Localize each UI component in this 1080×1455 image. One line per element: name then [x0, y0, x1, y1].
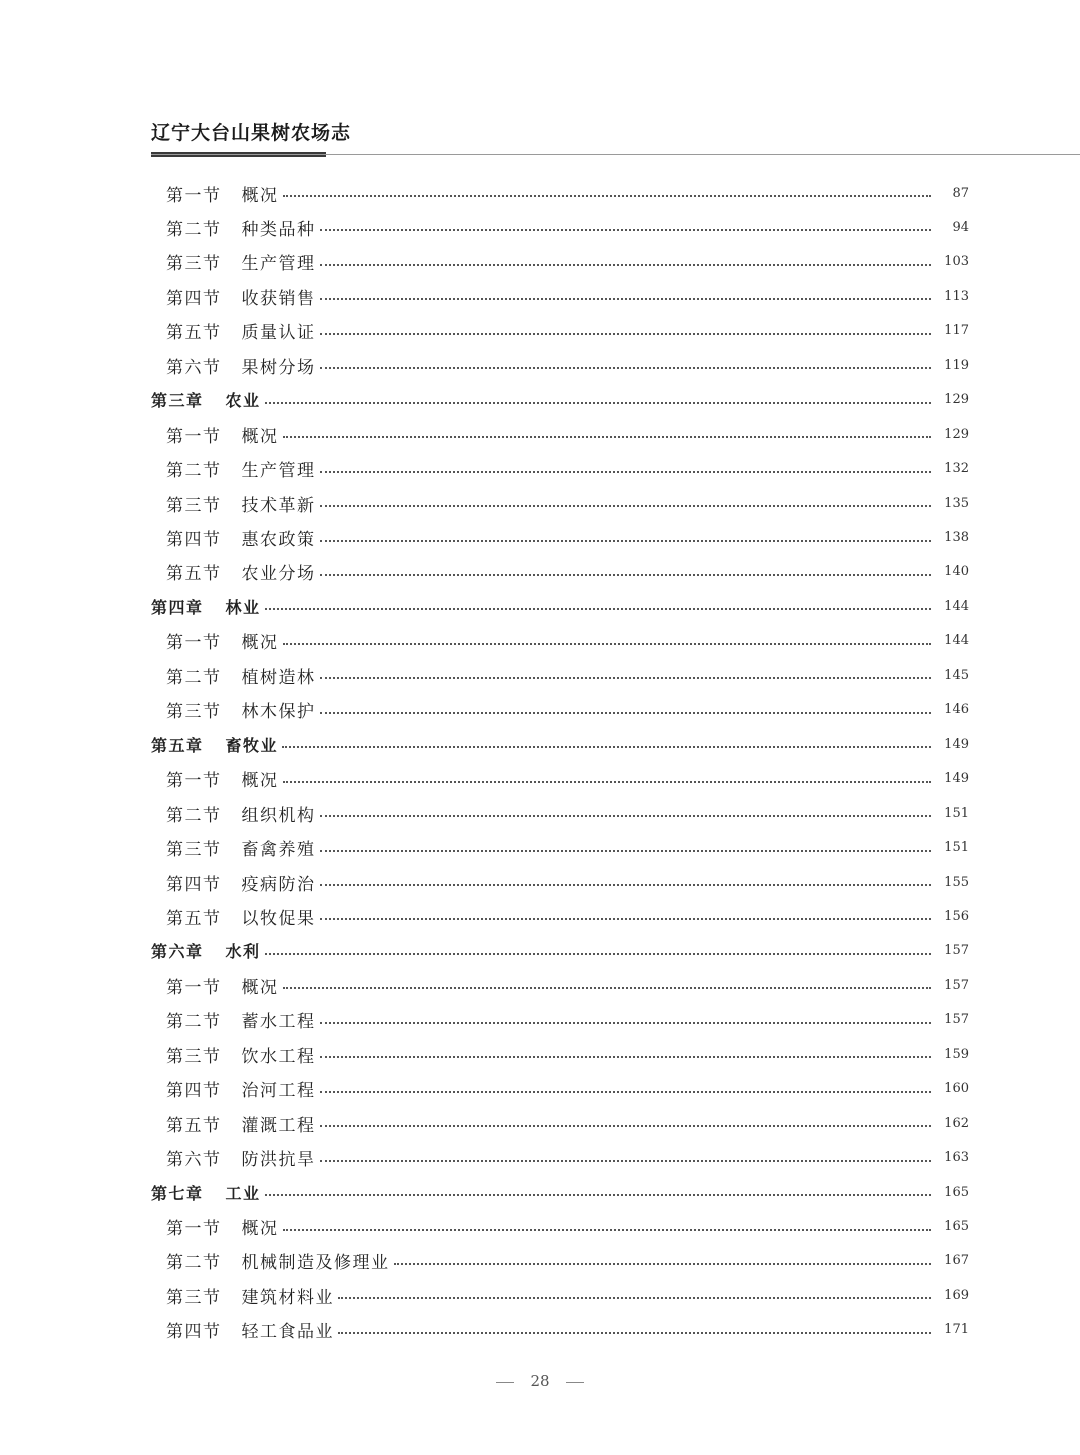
footer-dash-right: [566, 1382, 584, 1383]
toc-page-number: 159: [944, 1046, 969, 1062]
toc-entry-label: [166, 1076, 316, 1101]
toc-leader-dots: [265, 608, 931, 610]
toc-section-entry: [0, 796, 1080, 830]
toc-chapter-entry: [0, 1175, 1080, 1209]
toc-page-number: 138: [944, 530, 969, 545]
toc-entry-title: 概况: [241, 1219, 279, 1239]
toc-leader-dots: [320, 918, 932, 920]
toc-entry-number: 第三节: [166, 840, 222, 861]
toc-entry-label: [166, 318, 316, 343]
toc-leader-dots: [265, 953, 931, 955]
toc-section-entry: [0, 314, 1080, 348]
toc-entry-title: 概况: [241, 185, 279, 206]
toc-entry-title: 技术革新: [241, 495, 316, 516]
toc-page-number: 135: [944, 495, 969, 511]
toc-page-number: 149: [944, 736, 969, 752]
toc-page-number: 163: [944, 1150, 969, 1166]
toc-section-entry: [0, 1072, 1080, 1106]
toc-entry-title: 概况: [241, 977, 279, 998]
toc-section-entry: [0, 417, 1080, 451]
toc-leader-dots: [283, 195, 932, 197]
toc-entry-title: 生产管理: [241, 254, 316, 275]
toc-entry-number: 第四节: [166, 288, 222, 309]
toc-page-number: 149: [944, 771, 969, 787]
toc-leader-dots: [283, 436, 932, 438]
toc-page-number: 129: [944, 426, 969, 442]
toc-leader-dots: [338, 1332, 931, 1334]
toc-entry-number: 第一节: [166, 771, 222, 792]
toc-entry-title: 机械制造及修理业: [241, 1253, 390, 1274]
toc-section-entry: [0, 1037, 1080, 1071]
toc-leader-dots: [320, 850, 932, 852]
toc-entry-title: 轻工食品业: [241, 1322, 334, 1343]
page-header-title: 辽宁大台山果树农场志: [151, 122, 352, 144]
toc-leader-dots: [394, 1263, 932, 1265]
toc-page-number: 144: [944, 598, 969, 614]
toc-entry-title: 农业: [225, 391, 261, 411]
toc-leader-dots: [283, 987, 932, 989]
toc-leader-dots: [320, 229, 932, 231]
toc-entry-label: [166, 249, 316, 274]
toc-entry-number: 第二节: [166, 219, 222, 240]
toc-page-number: 171: [944, 1322, 969, 1338]
toc-page-number: 119: [944, 357, 969, 373]
toc-entry-label: [166, 835, 316, 860]
toc-section-entry: [0, 762, 1080, 796]
toc-leader-dots: [320, 574, 932, 576]
toc-page-number: 117: [944, 323, 969, 339]
header-rule: [151, 154, 1080, 155]
toc-entry-number: 第五节: [166, 564, 222, 585]
toc-entry-title: 畜禽养殖: [241, 840, 316, 861]
toc-entry-number: 第七章: [151, 1183, 204, 1203]
toc-page-number: 165: [944, 1184, 969, 1200]
toc-entry-title: 以牧促果: [241, 908, 316, 929]
toc-entry-title: 建筑材料业: [241, 1287, 334, 1308]
toc-entry-title: 概况: [241, 771, 279, 792]
toc-entry-label: [166, 663, 316, 688]
toc-entry-title: 治河工程: [241, 1081, 316, 1102]
toc-page-number: 94: [952, 219, 969, 235]
toc-entry-number: 第五节: [166, 1115, 222, 1136]
toc-entry-number: 第一节: [166, 426, 222, 447]
toc-page-number: 162: [944, 1115, 969, 1131]
toc-page-number: 167: [944, 1253, 969, 1269]
toc-entry-label: [166, 1248, 390, 1273]
toc-entry-title: 惠农政策: [241, 530, 316, 550]
toc-leader-dots: [265, 1194, 931, 1196]
toc-entry-label: [166, 697, 316, 722]
toc-page-number: 157: [944, 977, 969, 993]
toc-entry-number: 第二节: [166, 805, 222, 826]
toc-entry-title: 疫病防治: [241, 874, 316, 895]
toc-leader-dots: [320, 264, 932, 266]
toc-leader-dots: [320, 677, 932, 679]
toc-entry-title: 质量认证: [241, 323, 316, 344]
toc-entry-label: [166, 766, 279, 791]
toc-entry-label: [166, 559, 316, 584]
toc-section-entry: [0, 1003, 1080, 1037]
toc-entry-title: 林木保护: [241, 702, 316, 723]
toc-page-number: 132: [944, 461, 969, 477]
toc-entry-title: 收获销售: [241, 288, 316, 309]
toc-section-entry: [0, 658, 1080, 692]
toc-chapter-entry: [0, 934, 1080, 968]
toc-section-entry: [0, 486, 1080, 520]
toc-entry-title: 生产管理: [241, 461, 316, 482]
toc-leader-dots: [320, 884, 932, 886]
toc-leader-dots: [320, 1160, 932, 1162]
toc-entry-label: [166, 456, 316, 481]
toc-leader-dots: [320, 505, 932, 507]
toc-leader-dots: [320, 471, 932, 473]
toc-entry-label: [166, 215, 316, 240]
toc-entry-label: [166, 870, 316, 895]
toc-entry-title: 组织机构: [241, 805, 316, 826]
toc-entry-number: 第一节: [166, 1219, 222, 1239]
toc-leader-dots: [320, 1022, 932, 1024]
toc-entry-number: 第四节: [166, 874, 222, 895]
toc-entry-label: [166, 181, 279, 206]
toc-entry-label: [166, 628, 279, 653]
toc-page-number: 146: [944, 702, 969, 718]
toc-leader-dots: [320, 1091, 932, 1093]
toc-entry-title: 植树造林: [241, 667, 316, 688]
toc-section-entry: [0, 1106, 1080, 1140]
toc-page-number: 129: [944, 392, 969, 408]
toc-chapter-entry: [0, 589, 1080, 623]
toc-section-entry: [0, 176, 1080, 210]
toc-entry-label: [166, 525, 316, 550]
toc-section-entry: [0, 1278, 1080, 1312]
toc-entry-title: 饮水工程: [241, 1046, 316, 1067]
toc-entry-label: [166, 1145, 316, 1170]
toc-entry-number: 第三节: [166, 495, 222, 516]
toc-entry-title: 林业: [225, 597, 261, 617]
toc-entry-title: 种类品种: [241, 219, 316, 240]
toc-section-entry: [0, 624, 1080, 658]
toc-page-number: 103: [944, 254, 969, 270]
toc-entry-title: 概况: [241, 426, 279, 447]
toc-chapter-entry: [0, 383, 1080, 417]
toc-entry-label: [166, 1283, 334, 1308]
toc-page-number: 156: [944, 908, 969, 924]
toc-entry-number: 第六节: [166, 357, 222, 378]
toc-section-entry: [0, 693, 1080, 727]
toc-entry-number: 第六节: [166, 1150, 222, 1171]
toc-page-number: 155: [944, 874, 969, 890]
toc-leader-dots: [320, 1125, 932, 1127]
toc-entry-number: 第三节: [166, 254, 222, 275]
toc-section-entry: [0, 968, 1080, 1002]
toc-entry-number: 第二节: [166, 667, 222, 688]
toc-entry-label: [166, 1317, 334, 1342]
toc-page-number: 87: [952, 185, 969, 201]
toc-entry-title: 防洪抗旱: [241, 1150, 316, 1171]
toc-page-number: 140: [944, 564, 969, 580]
toc-entry-number: 第六章: [151, 942, 204, 962]
toc-entry-title: 工业: [225, 1183, 261, 1203]
toc-leader-dots: [283, 1229, 932, 1231]
toc-leader-dots: [320, 540, 932, 542]
toc-entry-label: [166, 904, 316, 929]
toc-entry-label: [166, 1007, 316, 1032]
toc-entry-number: 第三章: [151, 391, 204, 411]
toc-section-entry: [0, 1313, 1080, 1347]
toc-section-entry: [0, 521, 1080, 555]
toc-entry-title: 概况: [241, 633, 279, 654]
toc-entry-number: 第三节: [166, 1046, 222, 1067]
toc-section-entry: [0, 555, 1080, 589]
toc-entry-number: 第三节: [166, 1287, 222, 1308]
footer-dash-left: [496, 1382, 514, 1383]
toc-section-entry: [0, 210, 1080, 244]
toc-entry-number: 第二节: [166, 1253, 222, 1274]
toc-leader-dots: [320, 367, 932, 369]
toc-entry-label: [166, 973, 279, 998]
toc-entry-number: 第一节: [166, 977, 222, 998]
toc-entry-number: 第二节: [166, 461, 222, 482]
toc-entry-number: 第一节: [166, 633, 222, 654]
toc-leader-dots: [338, 1297, 931, 1299]
toc-entry-number: 第四章: [151, 597, 204, 617]
toc-entry-label: [166, 801, 316, 826]
toc-entry-number: 第一节: [166, 185, 222, 206]
toc-page-number: 113: [944, 288, 969, 304]
toc-page-number: 165: [944, 1219, 969, 1234]
toc-section-entry: [0, 452, 1080, 486]
toc-entry-title: 灌溉工程: [241, 1115, 316, 1136]
toc-entry-label: [151, 939, 261, 962]
toc-entry-label: [166, 1214, 279, 1239]
toc-chapter-entry: [0, 727, 1080, 761]
toc-section-entry: [0, 1244, 1080, 1278]
toc-leader-dots: [320, 712, 932, 714]
toc-section-entry: [0, 245, 1080, 279]
toc-section-entry: [0, 279, 1080, 313]
toc-entry-label: [166, 1042, 316, 1067]
toc-leader-dots: [320, 333, 932, 335]
toc-entry-label: [151, 595, 261, 618]
toc-page-number: 157: [944, 943, 969, 959]
toc-leader-dots: [283, 643, 932, 645]
toc-page-number: 151: [944, 840, 969, 856]
toc-section-entry: [0, 1210, 1080, 1244]
toc-entry-title: 畜牧业: [225, 735, 279, 755]
toc-entry-number: 第五章: [151, 735, 204, 755]
toc-entry-label: [151, 1181, 261, 1204]
toc-section-entry: [0, 348, 1080, 382]
toc-leader-dots: [282, 746, 931, 748]
toc-section-entry: [0, 1141, 1080, 1175]
toc-entry-number: 第五节: [166, 908, 222, 929]
page-footer: [0, 1372, 1080, 1390]
toc-leader-dots: [283, 781, 932, 783]
toc-page-number: 157: [944, 1012, 969, 1028]
toc-page-number: 145: [944, 667, 969, 683]
toc-entry-label: [166, 353, 316, 378]
toc-leader-dots: [320, 298, 932, 300]
toc-leader-dots: [320, 815, 932, 817]
toc-section-entry: [0, 865, 1080, 899]
toc-section-entry: [0, 831, 1080, 865]
toc-entry-number: 第五节: [166, 323, 222, 344]
toc-entry-label: [166, 284, 316, 309]
toc-entry-number: 第四节: [166, 1081, 222, 1102]
toc-entry-number: 第四节: [166, 1322, 222, 1343]
toc-entry-number: 第二节: [166, 1012, 222, 1033]
toc-page-number: 169: [944, 1287, 969, 1303]
toc-entry-number: 第三节: [166, 702, 222, 723]
toc-entry-label: [151, 733, 278, 756]
toc-page-number: 160: [944, 1081, 969, 1097]
toc-entry-title: 蓄水工程: [241, 1012, 316, 1033]
toc-entry-label: [151, 388, 261, 411]
toc-leader-dots: [265, 402, 931, 404]
toc-entry-label: [166, 1111, 316, 1136]
toc-page-number: 144: [944, 633, 969, 649]
toc-leader-dots: [320, 1056, 932, 1058]
toc-entry-label: [166, 491, 316, 516]
toc-entry-number: 第四节: [166, 530, 222, 550]
toc-page-number: 151: [944, 805, 969, 821]
toc-section-entry: [0, 899, 1080, 933]
toc-entry-label: [166, 422, 279, 447]
toc-entry-title: 农业分场: [241, 564, 316, 585]
toc-entry-title: 果树分场: [241, 357, 316, 378]
toc-entry-title: 水利: [225, 942, 261, 962]
page-number: 28: [530, 1372, 550, 1390]
